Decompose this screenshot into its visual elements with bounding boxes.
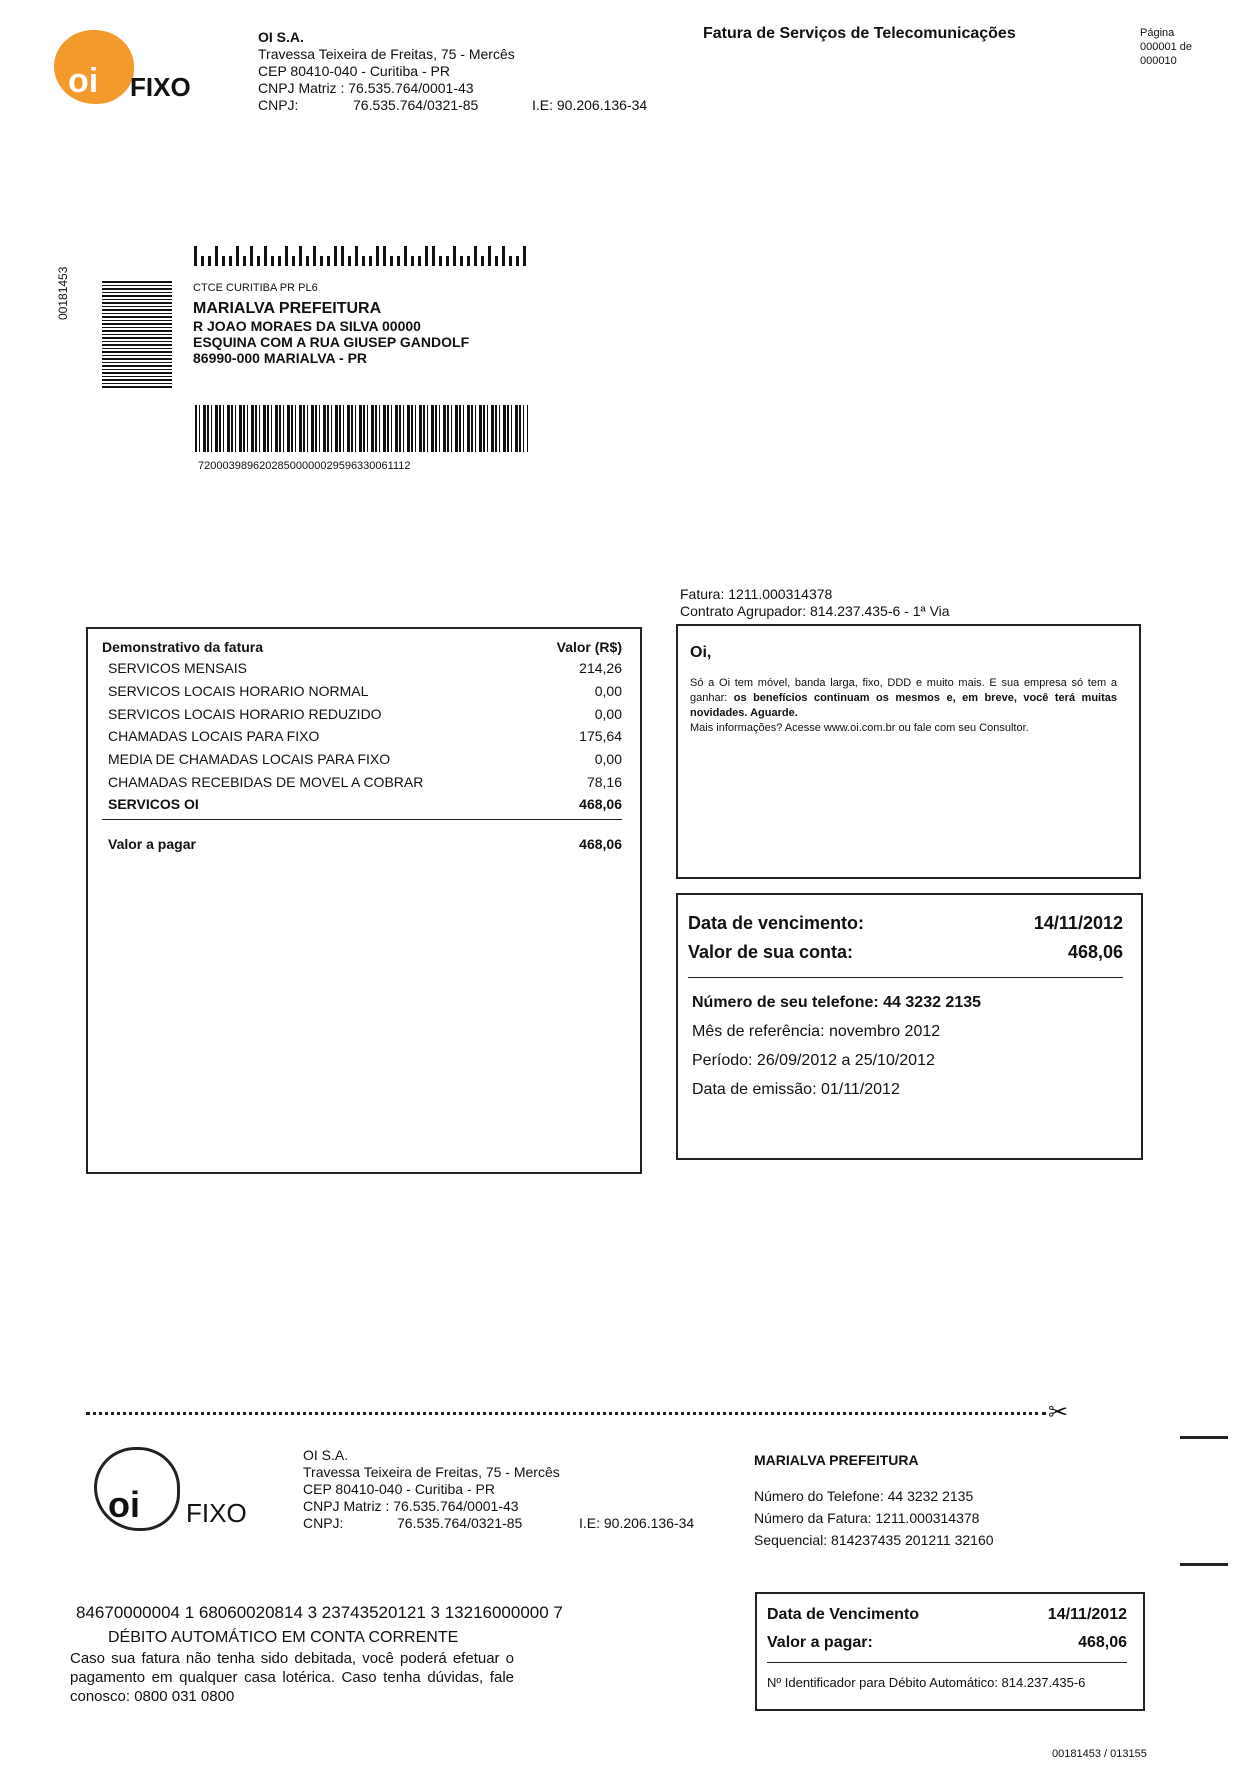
recipient-street: R JOAO MORAES DA SILVA 00000 bbox=[193, 318, 421, 334]
side-mark-1 bbox=[1180, 1436, 1228, 1439]
summary-issue-date: Data de emissão: 01/11/2012 bbox=[692, 1081, 900, 1098]
stub-cnpj-label: CNPJ: bbox=[303, 1515, 344, 1531]
summary-amount-label: Valor de sua conta: bbox=[688, 942, 854, 962]
statement-box bbox=[86, 627, 642, 1174]
logo-fixo-text: FIXO bbox=[130, 72, 191, 102]
side-barcode bbox=[102, 280, 172, 388]
side-mark-2 bbox=[1180, 1563, 1228, 1566]
summary-due-value: 14/11/2012 bbox=[1033, 913, 1123, 933]
message-box bbox=[676, 624, 1141, 879]
stub-company-name: OI S.A. bbox=[303, 1447, 349, 1463]
stub-logo-fixo-text: FIXO bbox=[186, 1498, 247, 1528]
stub-ie: I.E: 90.206.136-34 bbox=[579, 1515, 695, 1531]
page-line-1: Página bbox=[1140, 27, 1175, 39]
company-cep: CEP 80410-040 - Curitiba - PR bbox=[258, 63, 450, 79]
recipient-complement: ESQUINA COM A RUA GIUSEP GANDOLF bbox=[193, 334, 470, 350]
document-title: Fatura de Serviços de Telecomunicações bbox=[703, 25, 1016, 42]
statement-row bbox=[102, 725, 622, 748]
message-more-info: Mais informações? Acesse www.oi.com.br ou fale com seu Consultor. bbox=[690, 722, 1029, 734]
summary-due-label: Data de vencimento: bbox=[688, 913, 865, 933]
statement-row-label: CHAMADAS RECEBIDAS DE MOVEL A COBRAR bbox=[108, 773, 424, 790]
statement-row-label: MEDIA DE CHAMADAS LOCAIS PARA FIXO bbox=[108, 751, 391, 768]
stub-client-name: MARIALVA PREFEITURA bbox=[754, 1452, 919, 1468]
side-code: 00181453 bbox=[56, 266, 70, 320]
summary-phone: Número de seu telefone: 44 3232 2135 bbox=[692, 994, 982, 1011]
statement-row-label: SERVICOS LOCAIS HORARIO REDUZIDO bbox=[108, 705, 382, 722]
statement-title: Demonstrativo da fatura bbox=[102, 639, 264, 655]
statement-items bbox=[102, 657, 622, 793]
address-barcode bbox=[195, 405, 528, 452]
statement-row bbox=[102, 748, 622, 771]
stub-logo-oi-text: oi bbox=[108, 1484, 140, 1525]
page-indicator bbox=[1140, 26, 1192, 68]
statement-row bbox=[102, 657, 622, 680]
stub-company-cnpj-matriz: CNPJ Matriz : 76.535.764/0001-43 bbox=[303, 1498, 519, 1514]
statement-row bbox=[102, 770, 622, 793]
statement-row-label: SERVICOS LOCAIS HORARIO NORMAL bbox=[108, 683, 369, 700]
statement-row bbox=[102, 680, 622, 703]
contract-number: Contrato Agrupador: 814.237.435-6 - 1ª Via bbox=[680, 603, 950, 619]
statement-subtotal-value: 468,06 bbox=[579, 796, 622, 813]
message-text-bold: os benefícios continuam os mesmos e, em breve, você terá muitas novidades. Aguarde. bbox=[690, 692, 1117, 719]
debit-title: DÉBITO AUTOMÁTICO EM CONTA CORRENTE bbox=[108, 1629, 459, 1646]
summary-period: Período: 26/09/2012 a 25/10/2012 bbox=[692, 1052, 935, 1069]
cut-line bbox=[86, 1412, 1046, 1415]
postnet-barcode bbox=[194, 244, 526, 266]
company-ie: I.E: 90.206.136-34 bbox=[532, 97, 648, 113]
statement-row-value: 78,16 bbox=[586, 773, 622, 790]
page-line-3: 000010 bbox=[1140, 55, 1177, 67]
stub-company-cep: CEP 80410-040 - Curitiba - PR bbox=[303, 1481, 495, 1497]
address-barcode-number: 72000398962028500000029596330061112 bbox=[198, 460, 411, 472]
statement-row-value: 214,26 bbox=[579, 660, 622, 677]
stub-cnpj-value: 76.535.764/0321-85 bbox=[397, 1515, 523, 1531]
recipient-route: CTCE CURITIBA PR PL6 bbox=[193, 282, 318, 294]
company-cnpj-value: 76.535.764/0321-85 bbox=[353, 97, 479, 113]
statement-row-label: SERVICOS MENSAIS bbox=[108, 660, 248, 677]
company-cnpj-label: CNPJ: bbox=[258, 97, 299, 113]
recipient-city: 86990-000 MARIALVA - PR bbox=[193, 350, 368, 366]
debit-text: Caso sua fatura não tenha sido debitada, você poderá efetuar o pagamento em qualquer casa lotérica. Caso tenha dúvidas, fale conosco: 0800 031 0800 bbox=[70, 1650, 514, 1705]
summary-amount-value: 468,06 bbox=[1067, 942, 1123, 962]
company-cnpj-matriz: CNPJ Matriz : 76.535.764/0001-43 bbox=[258, 80, 474, 96]
statement-row-value: 175,64 bbox=[579, 728, 622, 745]
scissors-icon: ✂ bbox=[1048, 1399, 1069, 1426]
stub-client-phone: Número do Telefone: 44 3232 2135 bbox=[754, 1488, 974, 1504]
stub-payment-box bbox=[755, 1592, 1145, 1711]
stub-amount-label: Valor a pagar: bbox=[767, 1634, 873, 1651]
recipient-name: MARIALVA PREFEITURA bbox=[193, 300, 382, 317]
statement-total-label: Valor a pagar bbox=[108, 836, 196, 853]
stub-due-label: Data de Vencimento bbox=[767, 1606, 920, 1623]
statement-value-header: Valor (R$) bbox=[556, 639, 622, 655]
stub-client-seq: Sequencial: 814237435 201211 32160 bbox=[754, 1532, 994, 1548]
company-address: Travessa Teixeira de Freitas, 75 - Mercês bbox=[258, 46, 515, 62]
stub-client-invoice: Número da Fatura: 1211.000314378 bbox=[754, 1510, 980, 1526]
page-line-2: 000001 de bbox=[1140, 41, 1192, 53]
stub-company-address: Travessa Teixeira de Freitas, 75 - Mercês bbox=[303, 1464, 560, 1480]
stub-debit-id: Nº Identificador para Débito Automático: 814.237.435-6 bbox=[767, 1675, 1086, 1690]
statement-subtotal-label: SERVICOS OI bbox=[108, 796, 199, 813]
stub-due-value: 14/11/2012 bbox=[1047, 1606, 1127, 1623]
company-block bbox=[258, 29, 648, 114]
invoice-number: Fatura: 1211.000314378 bbox=[680, 586, 833, 602]
message-text: Só a Oi tem móvel, banda larga, fixo, DDD e muito mais. E sua empresa só tem a ganhar: bbox=[690, 677, 1117, 704]
company-name: OI S.A. bbox=[258, 29, 304, 45]
message-greeting: Oi, bbox=[690, 644, 712, 661]
stub-amount-value: 468,06 bbox=[1078, 1634, 1127, 1651]
invoice-meta bbox=[680, 586, 950, 620]
stub-company-block bbox=[303, 1447, 695, 1532]
digitable-line: 84670000004 1 68060020814 3 23743520121 3 13216000000 7 bbox=[76, 1603, 563, 1622]
statement-total-value: 468,06 bbox=[579, 836, 622, 853]
statement-row-label: CHAMADAS LOCAIS PARA FIXO bbox=[108, 728, 320, 745]
summary-box bbox=[676, 893, 1143, 1160]
recipient-block bbox=[193, 282, 469, 366]
statement-row bbox=[102, 702, 622, 725]
stub-client-block bbox=[754, 1452, 994, 1551]
footer-code: 00181453 / 013155 bbox=[1052, 1748, 1147, 1760]
statement-row-value: 0,00 bbox=[594, 751, 622, 768]
statement-row-value: 0,00 bbox=[594, 705, 622, 722]
summary-ref-month: Mês de referência: novembro 2012 bbox=[692, 1023, 941, 1040]
message-body bbox=[690, 676, 1117, 721]
logo-oi-text: oi bbox=[68, 62, 99, 100]
statement-row-value: 0,00 bbox=[594, 683, 622, 700]
